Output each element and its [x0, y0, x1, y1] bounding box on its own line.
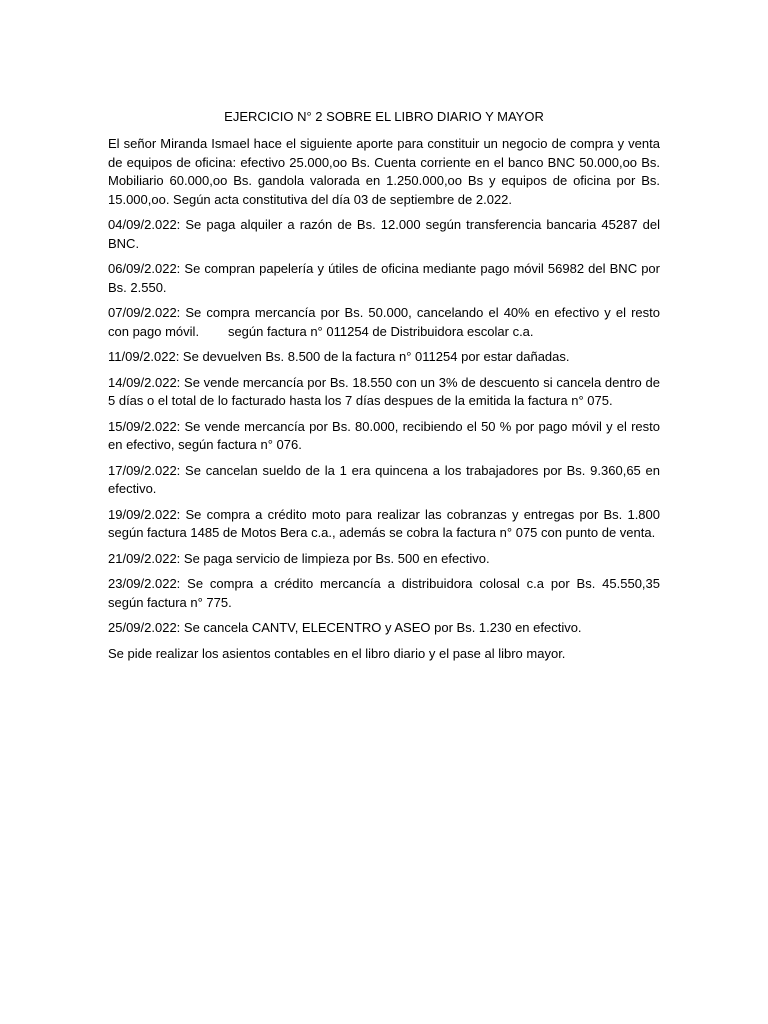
paragraph-15-09: 15/09/2.022: Se vende mercancía por Bs. 80.000, recibiendo el 50 % por pago móvil y el resto en efectivo, según factura n° 076. [108, 418, 660, 452]
paragraph-21-09: 21/09/2.022: Se paga servicio de limpieza por Bs. 500 en efectivo. [108, 550, 490, 566]
paragraph-25-09: 25/09/2.022: Se cancela CANTV, ELECENTRO y ASEO por Bs. 1.230 en efectivo. [108, 620, 582, 635]
document-title: EJERCICIO N° 2 SOBRE EL LIBRO DIARIO Y MAYOR [224, 109, 544, 124]
paragraph-23-09: 23/09/2.022: Se compra a crédito mercancía a distribuidora colosal c.a por Bs. 45.550,35 según factura n° 775. [108, 576, 660, 610]
paragraph-11-09: 11/09/2.022: Se devuelven Bs. 8.500 de la factura n° 011254 por estar dañadas. [108, 349, 570, 364]
document-page [108, 108, 664, 670]
paragraph-17-09: 17/09/2.022: Se cancelan sueldo de la 1 era quincena a los trabajadores por Bs. 9.360,65 en efectivo. [108, 462, 660, 496]
paragraph-07-09: 07/09/2.022: Se compra mercancía por Bs. 50.000, cancelando el 40% en efectivo y el resto con pago móvil. según factura n° 011254 de Distribuidora escolar c.a. [108, 305, 664, 339]
paragraph-aporte: El señor Miranda Ismael hace el siguiente aporte para constituir un negocio de compra y venta de equipos de oficina: efectivo 25.000,oo Bs. Cuenta corriente en el banco BNC 50.000,oo Bs. Mobiliario 60.000,oo Bs. gandola valorada en 1.250.000,oo Bs y equipos de oficina por Bs. 15.000,oo. Según acta constitutiva del día 03 de septiembre de 2.022. [108, 136, 660, 207]
paragraph-19-09: 19/09/2.022: Se compra a crédito moto para realizar las cobranzas y entregas por Bs. 1.800 según factura 1485 de Motos Bera c.a., además se cobra la factura n° 075 con punto de venta. [108, 506, 660, 540]
paragraph-14-09: 14/09/2.022: Se vende mercancía por Bs. 18.550 con un 3% de descuento si cancela dentro de 5 días o el total de lo facturado hasta los 7 días despues de la emitida la factura n° 075. [108, 374, 660, 408]
paragraph-04-09: 04/09/2.022: Se paga alquiler a razón de Bs. 12.000 según transferencia bancaria 45287 del BNC. [108, 217, 660, 251]
paragraph-instruccion: Se pide realizar los asientos contables en el libro diario y el pase al libro mayor. [108, 645, 566, 661]
paragraph-06-09: 06/09/2.022: Se compran papelería y útiles de oficina mediante pago móvil 56982 del BNC por Bs. 2.550. [108, 261, 660, 295]
